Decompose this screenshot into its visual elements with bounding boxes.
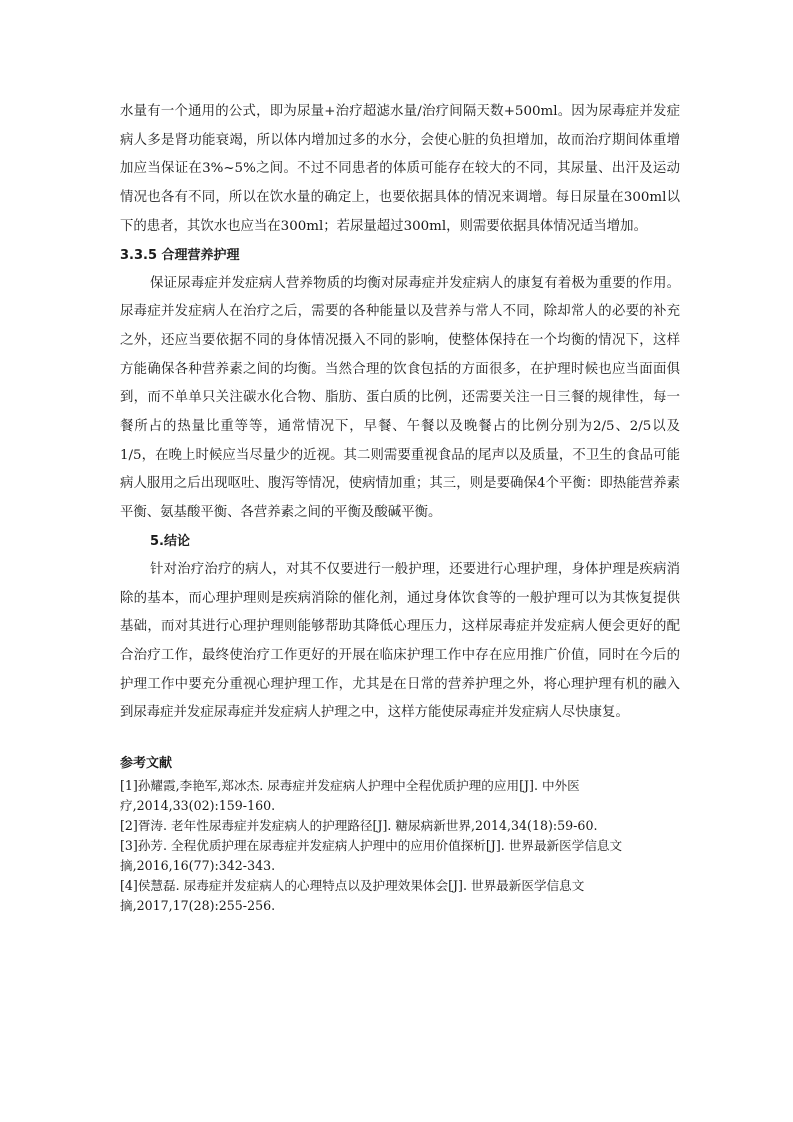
section-heading-3-3-5: 3.3.5 合理营养护理 [120, 247, 240, 263]
paragraph-water-intake: 水量有一个通用的公式，即为尿量+治疗超滤水量/治疗间隔天数+500ml。因为尿毒症并发症病人多是肾功能衰竭，所以体内增加过多的水分，会使心脏的负担增加，故而治疗期间体重增加应当保证在3%~5%之间。不过不同患者的体质可能存在较大的不同，其尿量、出汗及运动情况也各有不同，所以在饮水量的确定上，也要依据具体的情况来调增。每日尿量在300ml以下的患者，其饮水也应当在300ml；若尿量超过300ml，则需要依据具体情况适当增加。 [120, 104, 680, 234]
reference-item: [4]侯慧磊. 尿毒症并发症病人的心理特点以及护理效果体会[J]. 世界最新医学信息文摘,2017,17(28):255-256. [120, 878, 585, 914]
references-list [120, 776, 680, 916]
reference-item: [3]孙芳. 全程优质护理在尿毒症并发症病人护理中的应用价值探析[J]. 世界最新医学信息文摘,2016,16(77):342-343. [120, 838, 623, 874]
reference-item: [1]孙耀霞,李艳军,郑冰杰. 尿毒症并发症病人护理中全程优质护理的应用[J]. 中外医疗,2014,33(02):159-160. [120, 778, 580, 814]
reference-item: [2]胥涛. 老年性尿毒症并发症病人的护理路径[J]. 糖尿病新世界,2014,34(18):59-60. [120, 818, 598, 834]
paragraph-nutrition: 保证尿毒症并发症病人营养物质的均衡对尿毒症并发症病人的康复有着极为重要的作用。尿毒症并发症病人在治疗之后，需要的各种能量以及营养与常人不同，除却常人的必要的补充之外，还应当要依据不同的身体情况摄入不同的影响，使整体保持在一个均衡的情况下，这样方能确保各种营养素之间的均衡。当然合理的饮食包括的方面很多，在护理时候也应当面面俱到，而不单单只关注碳水化合物、脂肪、蛋白质的比例，还需要关注一日三餐的规律性，每一餐所占的热量比重等等，通常情况下，早餐、午餐以及晚餐占的比例分别为2/5、2/5以及1/5，在晚上时候应当尽量少的近视。其二则需要重视食品的尾声以及质量，不卫生的食品可能病人服用之后出现呕吐、腹泻等情况，使病情加重；其三，则是要确保4个平衡：即热能营养素平衡、氨基酸平衡、各营养素之间的平衡及酸碱平衡。 [120, 275, 680, 521]
section-heading-conclusion: 5.结论 [150, 533, 190, 549]
paragraph-conclusion: 针对治疗治疗的病人，对其不仅要进行一般护理，还要进行心理护理，身体护理是疾病消除的基本，而心理护理则是疾病消除的催化剂，通过身体饮食等的一般护理可以为其恢复提供基础，而对其进行心理护理则能够帮助其降低心理压力，这样尿毒症并发症病人便会更好的配合治疗工作，最终使治疗工作更好的开展在临床护理工作中存在应用推广价值，同时在今后的护理工作中要充分重视心理护理工作，尤其是在日常的营养护理之外，将心理护理有机的融入到尿毒症并发症尿毒症并发症病人护理之中，这样方能使尿毒症并发症病人尽快康复。 [120, 561, 680, 721]
document-page [120, 98, 680, 916]
references-title: 参考文献 [120, 756, 173, 772]
